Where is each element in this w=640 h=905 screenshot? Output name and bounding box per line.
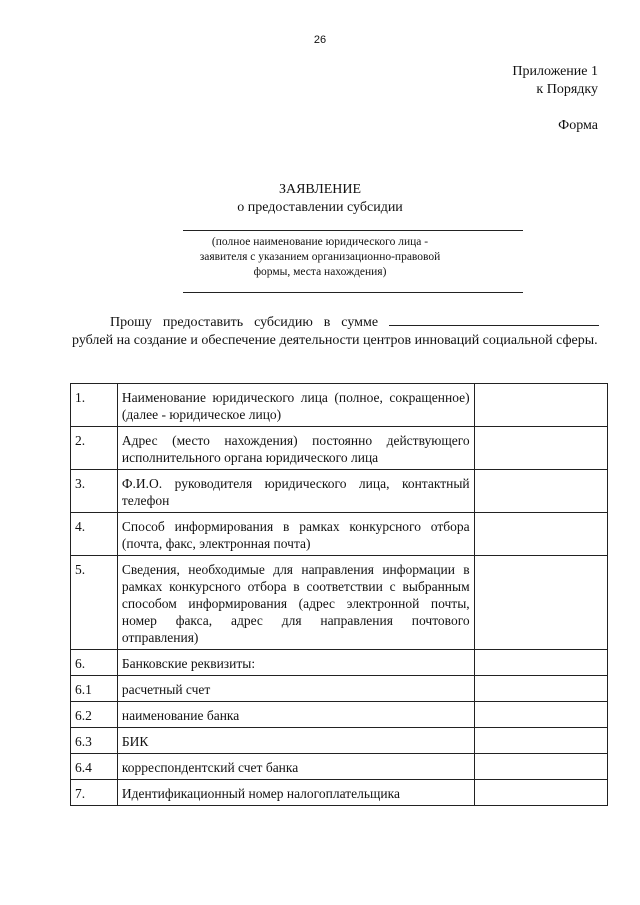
row-description: Адрес (место нахождения) постоянно действующего исполнительного органа юридического лица [117,427,474,470]
table-row [71,754,608,780]
table-row [71,384,608,427]
title-main: ЗАЯВЛЕНИЕ [278,182,362,197]
subsidy-request-paragraph [72,313,599,350]
row-value-cell[interactable] [474,384,607,427]
row-value-cell[interactable] [474,780,607,806]
row-value-cell[interactable] [474,728,607,754]
applicant-hint-line-3: формы, места нахождения) [253,266,387,278]
applicant-hint-line-1: (полное наименование юридического лица - [211,236,429,248]
row-number: 4. [71,513,118,556]
table-row [71,650,608,676]
table-row [71,780,608,806]
row-description: Способ информирования в рамках конкурсного отбора (почта, факс, электронная почта) [117,513,474,556]
row-description: БИК [117,728,474,754]
table-row [71,513,608,556]
row-number: 3. [71,470,118,513]
title-sub: о предоставлении субсидии [237,200,403,215]
subsidy-amount-blank[interactable] [389,313,599,326]
applicant-name-line-bottom[interactable] [183,292,523,293]
row-description: Банковские реквизиты: [117,650,474,676]
row-number: 5. [71,556,118,650]
row-number: 7. [71,780,118,806]
row-number: 6.1 [71,676,118,702]
row-value-cell[interactable] [474,470,607,513]
row-description: Сведения, необходимые для направления информации в рамках конкурсного отбора в соответствии с выбранным способом информирования (адрес электронной почты, номер факса, адрес для направления почтового отправления) [117,556,474,650]
applicant-name-hint [0,235,640,280]
row-number: 6.4 [71,754,118,780]
table-row [71,728,608,754]
row-description: Ф.И.О. руководителя юридического лица, контактный телефон [117,470,474,513]
table-row [71,470,608,513]
row-description: наименование банка [117,702,474,728]
row-description: Идентификационный номер налогоплательщика [117,780,474,806]
row-value-cell[interactable] [474,676,607,702]
row-number: 1. [71,384,118,427]
table-row [71,427,608,470]
applicant-hint-line-2: заявителя с указанием организационно-правовой [199,251,441,263]
row-description: Наименование юридического лица (полное, сокращенное) (далее - юридическое лицо) [117,384,474,427]
row-number: 6.3 [71,728,118,754]
row-number: 6.2 [71,702,118,728]
row-value-cell[interactable] [474,702,607,728]
appendix-line-1: Приложение 1 [512,64,598,79]
row-description: расчетный счет [117,676,474,702]
appendix-line-2: к Порядку [536,82,598,97]
table-row [71,702,608,728]
row-value-cell[interactable] [474,427,607,470]
page-number: 26 [313,34,327,46]
row-number: 6. [71,650,118,676]
row-value-cell[interactable] [474,513,607,556]
table-row [71,676,608,702]
row-value-cell[interactable] [474,650,607,676]
row-description: корреспондентский счет банка [117,754,474,780]
appendix-reference [512,63,598,99]
form-label: Форма [558,118,598,133]
applicant-name-line-top[interactable] [183,230,523,231]
request-text-part-2: рублей на создание и обеспечение деятельности центров инноваций социальной сферы. [72,333,598,348]
document-title [0,181,640,217]
row-value-cell[interactable] [474,754,607,780]
table-row [71,556,608,650]
row-value-cell[interactable] [474,556,607,650]
row-number: 2. [71,427,118,470]
request-text-part-1: Прошу предоставить субсидию в сумме [110,315,379,330]
applicant-info-table [70,383,608,806]
